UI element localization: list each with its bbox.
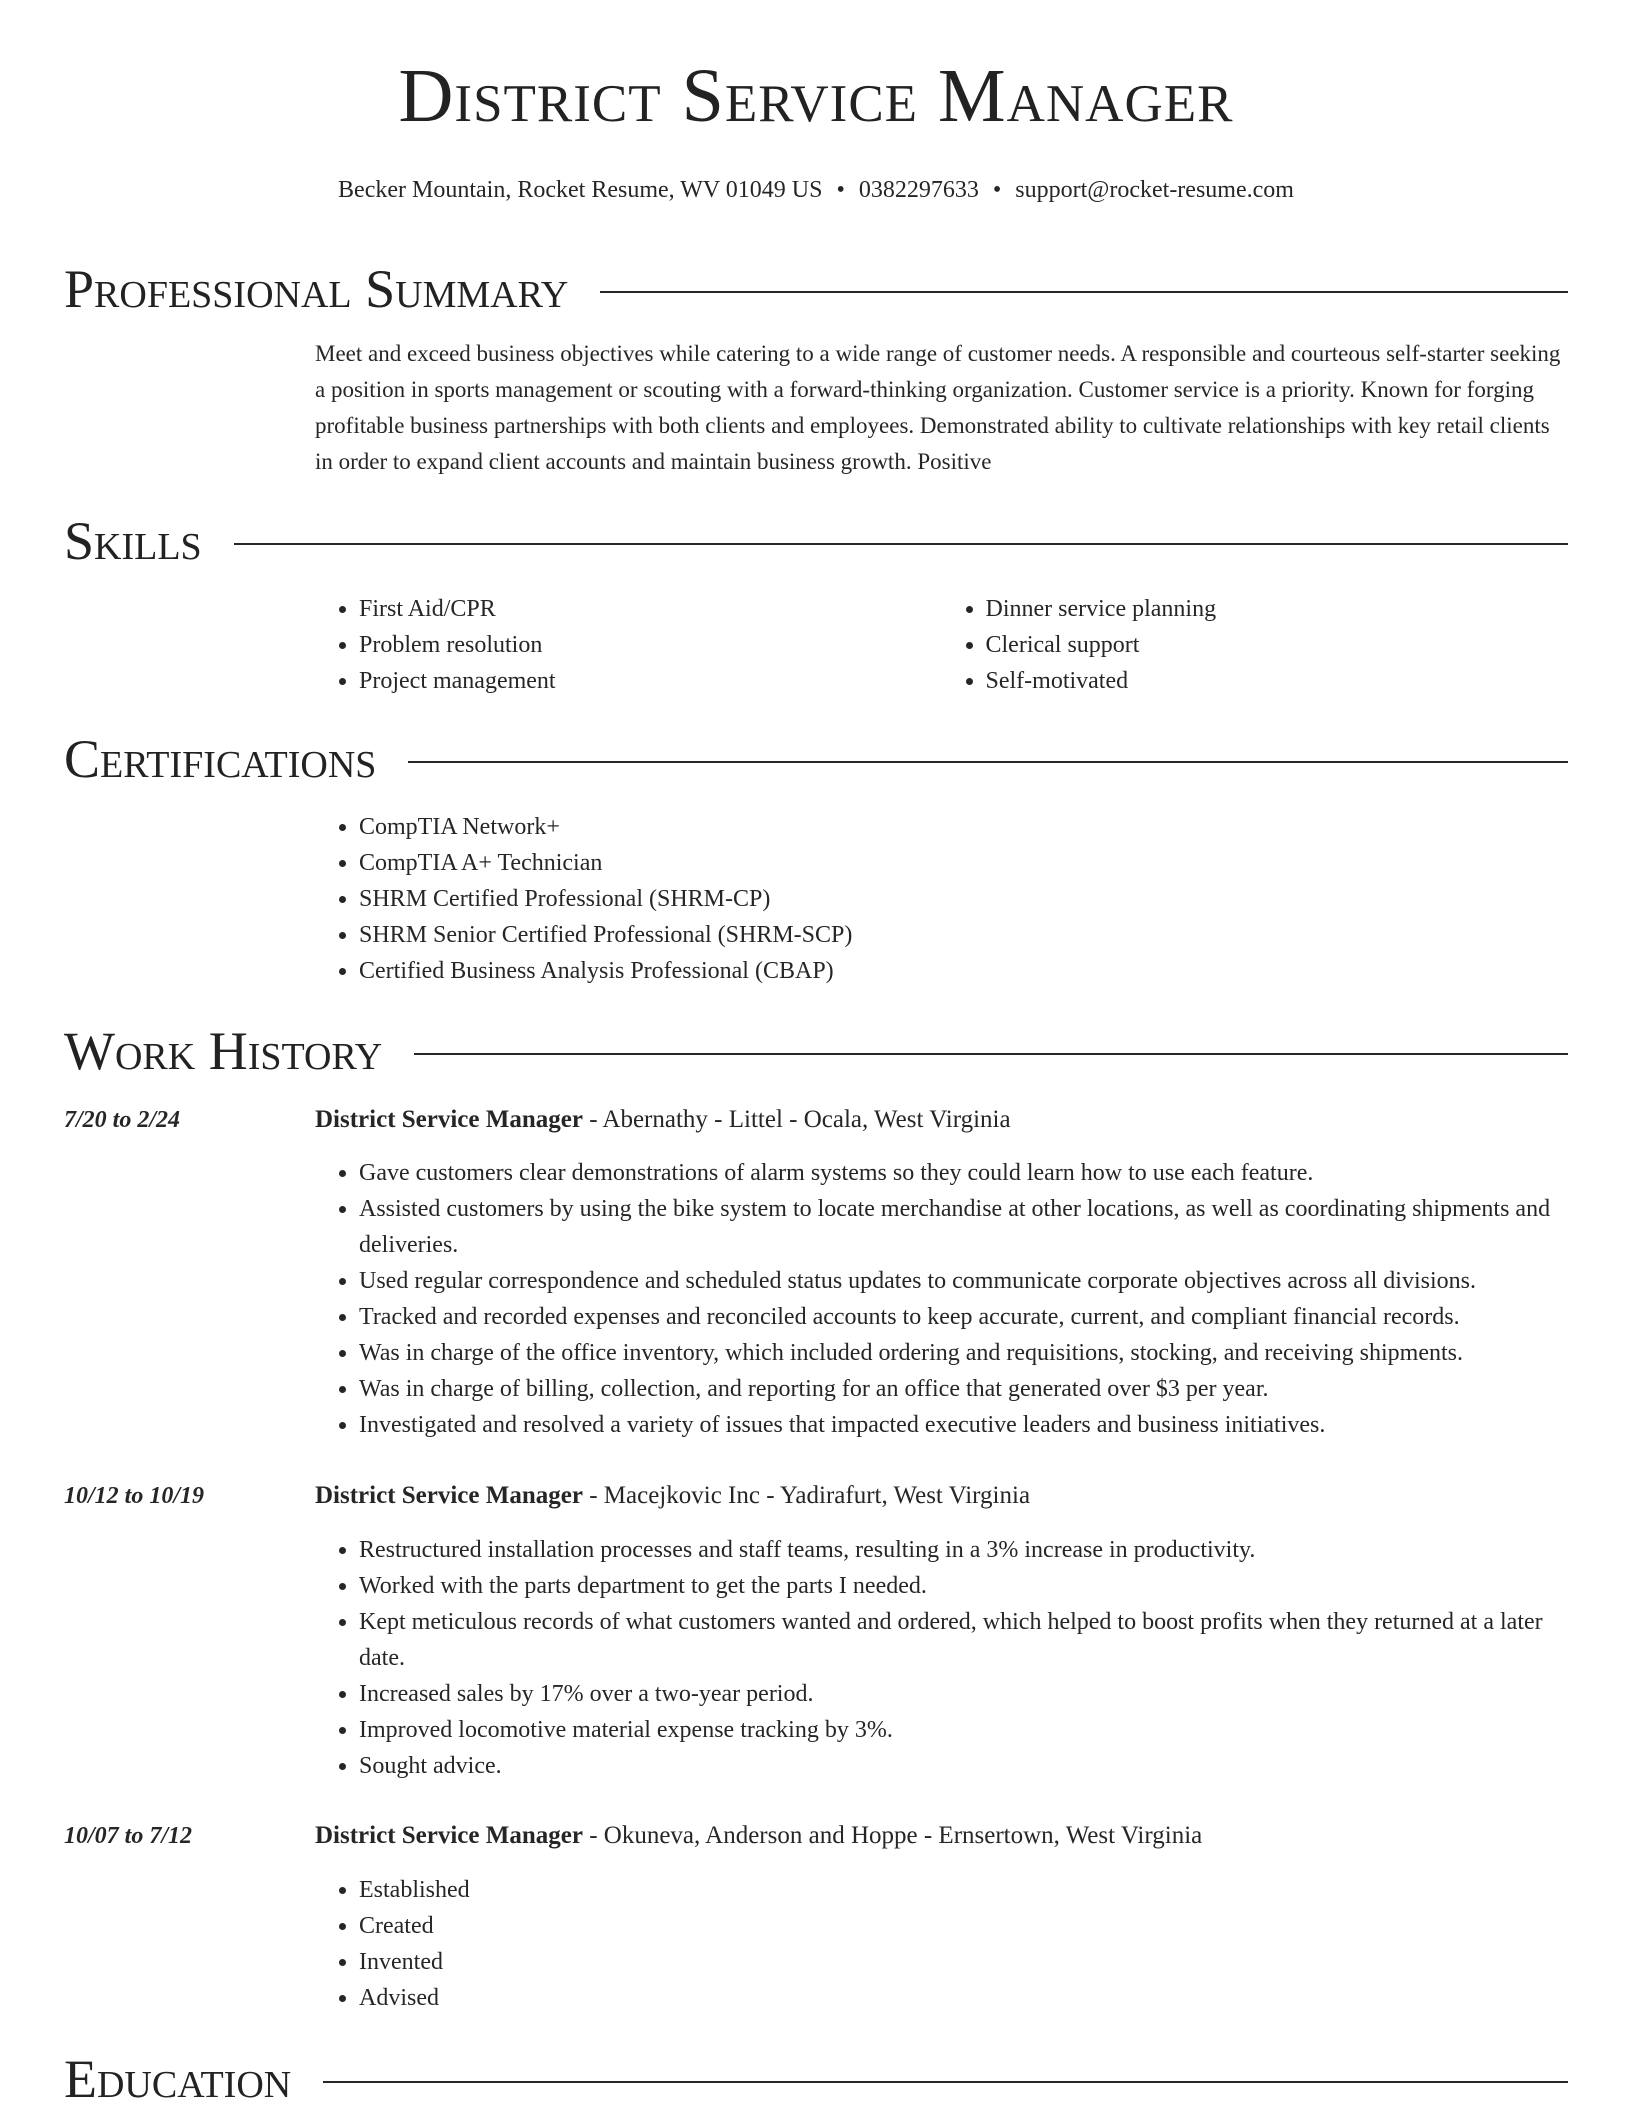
list-item: • Gave customers clear demonstrations of alarm systems so they could learn how to use each feature. xyxy=(359,1155,1568,1191)
job-dates: 10/12 to 10/19 xyxy=(64,1483,205,1509)
contact-address: Becker Mountain, Rocket Resume, WV 01049 US xyxy=(338,177,823,203)
skills-list-right xyxy=(942,591,1569,699)
list-item: • Was in charge of billing, collection, and reporting for an office that generated over $3 per year. xyxy=(359,1371,1568,1407)
list-item: • Kept meticulous records of what customers wanted and ordered, which helped to boost profits when they returned at a later date. xyxy=(359,1604,1568,1676)
work-heading: Work History xyxy=(64,1021,383,1081)
list-item: • Problem resolution xyxy=(359,627,942,663)
summary-heading: Professional Summary xyxy=(64,259,569,319)
skills-columns xyxy=(315,591,1568,699)
list-item: • Dinner service planning xyxy=(986,591,1569,627)
contact-phone: 0382297633 xyxy=(858,177,979,203)
contact-separator: • xyxy=(836,177,845,203)
list-item: • CompTIA Network+ xyxy=(359,809,1568,845)
summary-text: Meet and exceed business objectives while catering to a wide range of customer needs. A responsible and courteous self-starter seeking a position in sports management or scouting with a forward-thinking organization. Customer service is a priority. Known for forging profitable business partnerships with both clients and employees. Demonstrated ability to cultivate relationships with key retail clients in order to expand client accounts and maintain business growth. Positive xyxy=(315,341,1561,474)
list-item: • Invented xyxy=(359,1944,1568,1980)
job-title: District Service Manager xyxy=(315,1822,583,1849)
list-item: • First Aid/CPR xyxy=(359,591,942,627)
list-item: • CompTIA A+ Technician xyxy=(359,845,1568,881)
list-item: • SHRM Certified Professional (SHRM-CP) xyxy=(359,881,1568,917)
skills-section-header xyxy=(64,511,1568,571)
list-item: • Used regular correspondence and scheduled status updates to communicate corporate objectives across all divisions. xyxy=(359,1263,1568,1299)
certifications-list-wrap xyxy=(315,809,1568,989)
certifications-list xyxy=(315,809,1568,989)
list-item: • Self-motivated xyxy=(986,663,1569,699)
list-item: • Certified Business Analysis Professional (CBAP) xyxy=(359,953,1568,989)
job-bullets-wrap xyxy=(315,1872,1568,2016)
section-divider xyxy=(323,2081,1568,2083)
list-item: • Tracked and recorded expenses and reconciled accounts to keep accurate, current, and compliant financial records. xyxy=(359,1299,1568,1335)
job-bullets-wrap xyxy=(315,1532,1568,1784)
list-item: • Investigated and resolved a variety of issues that impacted executive leaders and business initiatives. xyxy=(359,1407,1568,1443)
work-section-header xyxy=(64,1021,1568,1081)
list-item: • Established xyxy=(359,1872,1568,1908)
job-company: - Abernathy - Littel - Ocala, West Virginia xyxy=(582,1106,1011,1133)
job-heading xyxy=(315,1478,1030,1514)
skills-heading: Skills xyxy=(64,511,202,571)
contact-email[interactable]: support@rocket-resume.com xyxy=(1015,177,1294,203)
candidate-name: District Service Manager xyxy=(398,54,1234,138)
contact-separator: • xyxy=(992,177,1002,203)
job-title: District Service Manager xyxy=(315,1482,583,1509)
job-bullets-wrap xyxy=(315,1155,1568,1443)
certifications-heading: Certifications xyxy=(64,729,377,789)
section-divider xyxy=(408,761,1568,763)
section-divider xyxy=(234,543,1568,545)
list-item: • Advised xyxy=(359,1980,1568,2016)
summary-section-header xyxy=(64,259,1568,319)
list-item: • Was in charge of the office inventory, which included ordering and requisitions, stocking, and receiving shipments. xyxy=(359,1335,1568,1371)
certifications-section-header xyxy=(64,729,1568,789)
section-divider xyxy=(600,291,1568,293)
list-item: • Assisted customers by using the bike system to locate merchandise at other locations, as well as coordinating shipments and deliveries. xyxy=(359,1191,1568,1263)
job-dates: 7/20 to 2/24 xyxy=(64,1107,181,1133)
education-heading: Education xyxy=(64,2049,292,2109)
job-bullets xyxy=(315,1532,1568,1784)
list-item: • Improved locomotive material expense tracking by 3%. xyxy=(359,1712,1568,1748)
section-divider xyxy=(414,1053,1568,1055)
job-heading xyxy=(315,1102,1011,1138)
job-company: - Okuneva, Anderson and Hoppe - Ernsertown, West Virginia xyxy=(582,1822,1203,1849)
list-item: • SHRM Senior Certified Professional (SHRM-SCP) xyxy=(359,917,1568,953)
job-bullets xyxy=(315,1155,1568,1443)
list-item: • Restructured installation processes and staff teams, resulting in a 3% increase in productivity. xyxy=(359,1532,1568,1568)
list-item: • Worked with the parts department to get the parts I needed. xyxy=(359,1568,1568,1604)
list-item: • Project management xyxy=(359,663,942,699)
list-item: • Increased sales by 17% over a two-year period. xyxy=(359,1676,1568,1712)
list-item: • Sought advice. xyxy=(359,1748,1568,1784)
contact-line xyxy=(0,176,1632,205)
list-item: • Clerical support xyxy=(986,627,1569,663)
skills-list-left xyxy=(315,591,942,699)
education-section-header xyxy=(64,2049,1568,2109)
job-dates: 10/07 to 7/12 xyxy=(64,1823,193,1849)
job-bullets xyxy=(315,1872,1568,2016)
list-item: • Created xyxy=(359,1908,1568,1944)
job-title: District Service Manager xyxy=(315,1106,583,1133)
job-company: - Macejkovic Inc - Yadirafurt, West Virginia xyxy=(582,1482,1031,1509)
job-heading xyxy=(315,1818,1202,1854)
